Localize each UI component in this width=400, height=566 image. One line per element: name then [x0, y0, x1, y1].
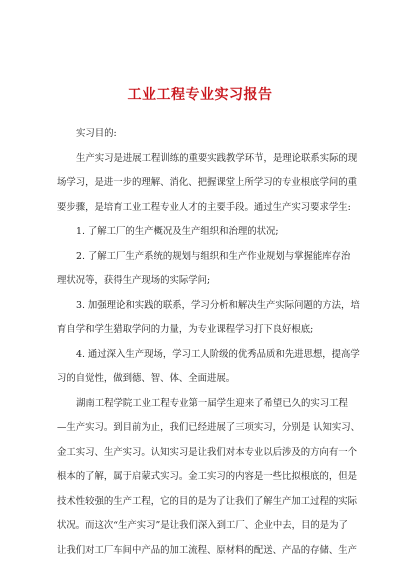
text-line: 要步骤，是培育工业工程专业人才的主要手段。通过生产实习要求学生: — [57, 201, 351, 213]
document-title: 工业工程专业实习报告 — [127, 87, 273, 103]
text-line: 场学习，是进一步的理解、消化、把握课堂上所学习的专业根底学问的重 — [57, 177, 358, 188]
text-line: 让我们对工厂车间中产品的加工流程、原材料的配送、产品的存储、生产 — [57, 544, 358, 556]
text-line: 理状况等，获得生产现场的实际学问; — [57, 275, 211, 286]
text-line: 湖南工程学院工业工程专业第一届学生迎来了希望已久的实习工程 — [76, 397, 348, 409]
text-line: 根本的了解，属于启蒙式实习。金工实习的内容是一些比拟根底的，但是 — [57, 471, 358, 482]
text-line: 3. 加强理论和实践的联系，学习分析和解决生产实际问题的方法，培 — [76, 299, 360, 311]
text-line: 金工实习、生产实习。认知实习是让我们对本专业以后涉及的方向有一个 — [57, 446, 358, 458]
text-line: 生产实习是进展工程训练的重要实践教学环节，是理论联系实际的现 — [76, 152, 358, 164]
text-line: 习的自觉性，做到德、智、体、全面进展。 — [57, 373, 236, 384]
text-line: 4. 通过深入生产现场，学习工人阶级的优秀品质和先进思想，提高学 — [76, 348, 360, 360]
text-line: 育自学和学生猎取学问的力量，为专业课程学习打下良好根底; — [57, 324, 314, 335]
text-line: 2. 了解工厂生产系统的规划与组织和生产作业规划与掌握能库存治 — [76, 250, 351, 262]
text-line: 状况。而这次“生产实习”是让我们深入到工厂、企业中去，目的是为了 — [57, 520, 348, 531]
text-line: 1. 了解工厂的生产概况及生产组织和治理的状况; — [76, 226, 279, 237]
document-body — [57, 122, 360, 563]
text-line: —生产实习。到目前为止，我们已经进展了三项实习，分别是 认知实习、 — [57, 422, 360, 433]
text-line: 实习目的: — [76, 128, 117, 139]
text-line: 技术性较强的生产工程，它的目的是为了让我们了解生产加工过程的实际 — [57, 495, 358, 507]
